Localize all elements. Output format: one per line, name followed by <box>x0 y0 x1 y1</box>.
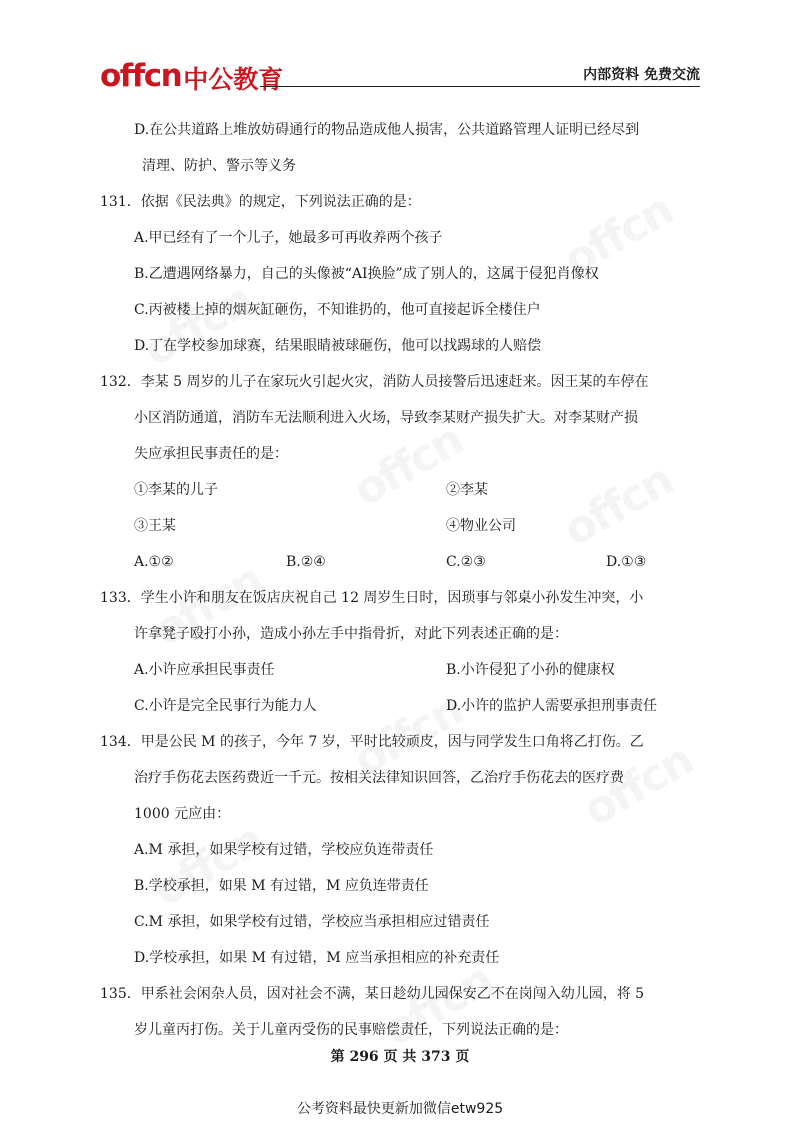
q132-option-a: A.①② <box>134 554 174 570</box>
q134-stem: 134．甲是公民 M 的孩子，今年 7 岁，平时比较顽皮，因与同学发生口角将乙打伤。乙 <box>100 734 644 750</box>
q132-option-b: B.②④ <box>286 554 326 570</box>
watermark-logo <box>375 954 501 1056</box>
q133-option-b: B.小许侵犯了小孙的健康权 <box>446 662 615 678</box>
q134-stem-line3: 1000 元应由： <box>134 806 231 822</box>
page-number: 第 296 页 共 373 页 <box>330 1049 470 1065</box>
q135-stem: 135．甲系社会闲杂人员，因对社会不满，某日趁幼儿园保安乙不在岗闯入幼儿园，将 5 <box>100 986 645 1002</box>
q132-item-1: ①李某的儿子 <box>134 482 218 498</box>
q132-item-2: ②李某 <box>446 482 488 498</box>
q132-option-c: C.②③ <box>446 554 486 570</box>
q133-option-c: C.小许是完全民事行为能力人 <box>134 698 317 714</box>
header-tagline: 内部资料 免费交流 <box>583 67 700 83</box>
logo-chinese-text: 中公教育 <box>183 65 284 94</box>
q131-option-b: B.乙遭遇网络暴力，自己的头像被“AI换脸”成了别人的，这属于侵犯肖像权 <box>134 266 599 282</box>
q134-stem-line2: 治疗手伤花去医药费近一千元。按相关法律知识回答，乙治疗手伤花去的医疗费 <box>134 770 624 786</box>
watermark-logo <box>135 274 261 376</box>
q134-option-b: B.学校承担，如果 M 有过错，M 应负连带责任 <box>134 878 429 894</box>
q131-option-a: A.甲已经有了一个儿子，她最多可再收养两个孩子 <box>134 230 443 246</box>
q130-option-d-cont: 清理、防护、警示等义务 <box>142 158 296 174</box>
watermark-logo <box>555 454 681 556</box>
page-header <box>100 54 700 94</box>
watermark-logo <box>345 414 471 516</box>
q131-option-c: C.丙被楼上掉的烟灰缸砸伤，不知谁扔的，他可直接起诉全楼住户 <box>134 302 541 318</box>
logo-latin-text: offcn <box>100 58 182 94</box>
q132-item-4: ④物业公司 <box>446 518 516 534</box>
q134-option-a: A.M 承担，如果学校有过错，学校应负连带责任 <box>134 842 434 858</box>
header-divider <box>260 86 700 87</box>
q132-stem-line3: 失应承担民事责任的是： <box>134 446 288 462</box>
q132-item-3: ③王某 <box>134 518 176 534</box>
q131-option-d: D.丁在学校参加球赛，结果眼睛被球砸伤，他可以找踢球的人赔偿 <box>134 338 542 354</box>
q131-stem: 131．依据《民法典》的规定，下列说法正确的是： <box>100 194 421 210</box>
q133-option-a: A.小许应承担民事责任 <box>134 662 275 678</box>
watermark-logo <box>145 814 271 916</box>
q134-option-d: D.学校承担，如果 M 有过错，M 应当承担相应的补充责任 <box>134 950 500 966</box>
q132-stem-line2: 小区消防通道，消防车无法顺利进入火场，导致李某财产损失扩大。对李某财产损 <box>134 410 638 426</box>
q135-stem-line2: 岁儿童丙打伤。关于儿童丙受伤的民事赔偿责任，下列说法正确的是： <box>134 1022 568 1038</box>
q133-stem: 133．学生小许和朋友在饭店庆祝自己 12 周岁生日时，因琐事与邻桌小孙发生冲突，小 <box>100 590 644 606</box>
q132-option-d: D.①③ <box>606 554 647 570</box>
footer-note: 公考资料最快更新加微信etw925 <box>296 1101 504 1117</box>
offcn-logo <box>100 56 283 92</box>
q133-option-d: D.小许的监护人需要承担刑事责任 <box>446 698 658 714</box>
q130-option-d: D.在公共道路上堆放妨碍通行的物品造成他人损害，公共道路管理人证明已经尽到 <box>134 122 640 138</box>
q132-stem: 132．李某 5 周岁的儿子在家玩火引起火灾，消防人员接警后迅速赶来。因王某的车停在 <box>100 374 649 390</box>
q133-stem-line2: 许拿凳子殴打小孙，造成小孙左手中指骨折，对此下列表述正确的是： <box>134 626 568 642</box>
q134-option-c: C.M 承担，如果学校有过错，学校应当承担相应过错责任 <box>134 914 490 930</box>
